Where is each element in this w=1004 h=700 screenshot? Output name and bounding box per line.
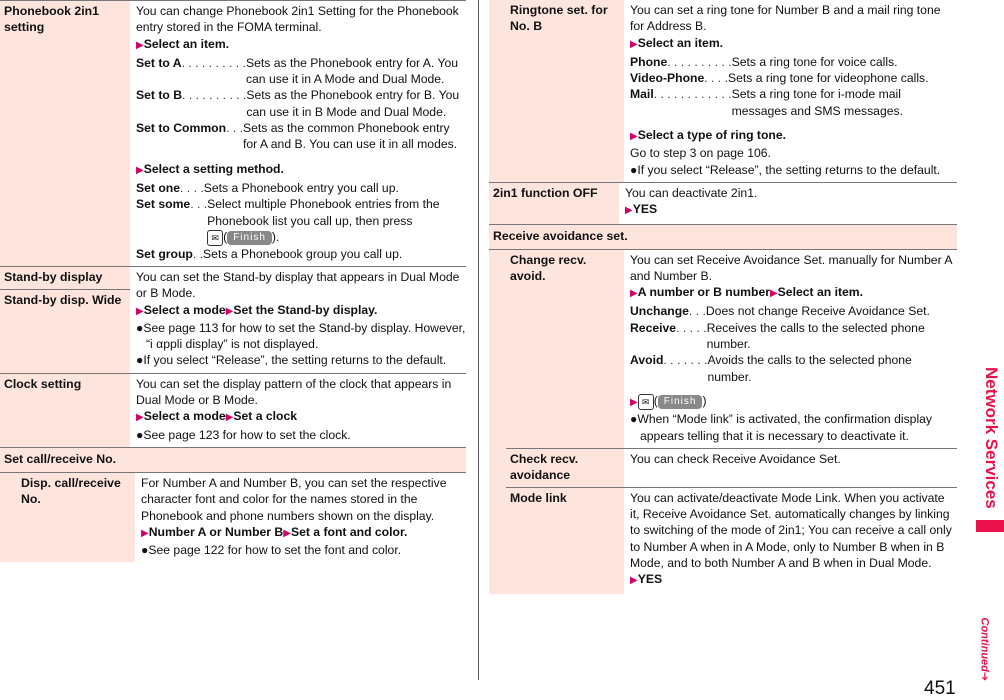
step: ▶Select an item. bbox=[136, 36, 230, 51]
option: Unchange . . . Does not change Receive Avoidance Set. bbox=[630, 304, 930, 319]
row-label: Change recv. avoid. bbox=[506, 250, 624, 448]
right-triangle-icon: ▶ bbox=[225, 305, 234, 317]
intro-text: You can activate/deactivate Mode Link. When you activate it, Receive Avoidance Set. automatically changes by linking to switching of the mode of 2in1; You can receive a call only to Number A when in A Mode, only to Number B when in B Mode, and to both Number A and B when in Dual Mode. bbox=[630, 490, 952, 571]
row-change-recv-avoid bbox=[506, 250, 957, 449]
note: ●See page 123 for how to set the clock. bbox=[136, 427, 351, 442]
row-label-group bbox=[0, 267, 130, 373]
row-label: Stand-by display bbox=[0, 267, 130, 290]
row-label: Mode link bbox=[506, 488, 624, 594]
goto-text: Go to step 3 on page 106. bbox=[630, 146, 771, 161]
row-content bbox=[624, 250, 957, 448]
option-list bbox=[630, 54, 957, 119]
section-gutter bbox=[0, 473, 17, 562]
intro-text: You can set the Stand-by display that appears in Dual Mode or B Mode. bbox=[136, 269, 460, 301]
option: Set one . . . . Sets a Phonebook entry you call up. bbox=[136, 180, 399, 195]
right-triangle-icon: ▶ bbox=[136, 164, 144, 176]
step: ▶ ✉ ( Finish ) bbox=[630, 393, 707, 408]
step: ▶Select a setting method. bbox=[136, 161, 284, 176]
row-content bbox=[619, 183, 957, 224]
mail-key-icon: ✉ bbox=[638, 394, 654, 410]
step: ▶Number A or Number B▶Set a font and color. bbox=[141, 524, 408, 539]
right-triangle-icon: ▶ bbox=[769, 288, 778, 300]
left-column bbox=[0, 0, 466, 562]
section-header: Receive avoidance set. bbox=[489, 225, 957, 250]
row-content bbox=[624, 0, 957, 182]
right-triangle-icon: ▶ bbox=[225, 412, 234, 424]
row-label: Disp. call/receive No. bbox=[17, 473, 135, 562]
note: ●If you select “Release”, the setting returns to the default. bbox=[630, 162, 941, 177]
page-number: 451 bbox=[924, 678, 956, 699]
right-triangle-icon: ▶ bbox=[136, 305, 144, 317]
option: Mail . . . . . . . . . . . . Sets a ring tone for i-mode mail messages and SMS messages. bbox=[630, 87, 903, 118]
option: Set to B . . . . . . . . . . Sets as the Phonebook entry for B. You can use it in B Mode and Dual Mode. bbox=[136, 88, 460, 119]
finish-softkey: Finish bbox=[658, 395, 703, 409]
subsection bbox=[0, 473, 466, 562]
right-column bbox=[489, 0, 957, 594]
right-triangle-icon: ▶ bbox=[283, 527, 291, 539]
row-content bbox=[130, 267, 466, 373]
row-content bbox=[135, 473, 466, 562]
step: ▶Select an item. bbox=[630, 35, 724, 50]
row-mode-link bbox=[506, 488, 957, 594]
mail-key-icon: ✉ bbox=[207, 230, 223, 246]
right-triangle-icon: ▶ bbox=[630, 288, 638, 300]
side-tab-marker bbox=[976, 520, 1004, 532]
option-list bbox=[136, 55, 466, 153]
right-triangle-icon: ▶ bbox=[625, 205, 633, 217]
section-gutter bbox=[489, 0, 506, 182]
row-standby-display bbox=[0, 267, 466, 374]
option: Receive . . . . . Receives the calls to the selected phone number. bbox=[630, 320, 925, 352]
step: ▶Select a mode▶Set the Stand-by display. bbox=[136, 302, 378, 317]
section-header: Set call/receive No. bbox=[0, 448, 466, 473]
option: Video-Phone . . . . Sets a ring tone for videophone calls. bbox=[630, 71, 929, 86]
option: Set group . . Sets a Phonebook group you call up. bbox=[136, 246, 403, 261]
continued-label: Continued bbox=[978, 617, 991, 672]
row-2in1-off bbox=[489, 183, 957, 225]
step: ▶A number or B number▶Select an item. bbox=[630, 285, 864, 300]
row-label: Stand-by disp. Wide bbox=[4, 292, 122, 307]
row-content bbox=[130, 374, 466, 447]
row-ringtone-b bbox=[506, 0, 957, 182]
side-tab-label: Network Services bbox=[982, 367, 1001, 509]
row-label: 2in1 function OFF bbox=[489, 183, 619, 224]
option-list bbox=[630, 303, 957, 384]
row-check-recv-avoidance bbox=[506, 449, 957, 488]
arrow-right-icon: ➔ bbox=[978, 671, 991, 682]
subsection bbox=[489, 250, 957, 594]
step: ▶Select a mode▶Set a clock bbox=[136, 409, 298, 424]
right-triangle-icon: ▶ bbox=[630, 575, 638, 587]
option: Set to A . . . . . . . . . . Sets as the Phonebook entry for A. You can use it in A Mode and Dual Mode. bbox=[136, 55, 459, 87]
intro-text: For Number A and Number B, you can set the respective character font and color for the names stored in the Phonebook and phone numbers shown on the display. bbox=[141, 475, 447, 523]
step: ▶YES bbox=[630, 572, 663, 587]
row-label: Check recv. avoidance bbox=[506, 449, 624, 487]
row-label: Ringtone set. for No. B bbox=[506, 0, 624, 182]
row-label: Clock setting bbox=[0, 374, 130, 447]
finish-softkey: Finish bbox=[227, 231, 272, 245]
note: ●When “Mode link” is activated, the confirmation display appears telling that it is necessary to deactivate it. bbox=[630, 412, 933, 443]
option: Set to Common . . . Sets as the common Phonebook entry for A and B. You can use it in all modes. bbox=[136, 121, 458, 152]
right-triangle-icon: ▶ bbox=[630, 131, 638, 143]
right-triangle-icon: ▶ bbox=[136, 412, 144, 424]
intro-text: You can check Receive Avoidance Set. bbox=[630, 451, 841, 466]
intro-text: You can set the display pattern of the clock that appears in Dual Mode or B Mode. bbox=[136, 376, 452, 408]
side-tab bbox=[976, 367, 1004, 520]
row-content bbox=[624, 449, 957, 487]
row-content bbox=[624, 488, 957, 594]
right-triangle-icon: ▶ bbox=[136, 39, 144, 51]
subsection bbox=[489, 0, 957, 182]
row-disp-call-receive bbox=[17, 473, 466, 562]
option: Phone . . . . . . . . . . Sets a ring tone for voice calls. bbox=[630, 54, 898, 69]
row-clock-setting bbox=[0, 374, 466, 448]
column-divider bbox=[478, 0, 479, 680]
row-content bbox=[130, 1, 466, 266]
step: ▶YES bbox=[625, 202, 658, 217]
intro-text: You can deactivate 2in1. bbox=[625, 185, 758, 200]
right-triangle-icon: ▶ bbox=[630, 396, 638, 408]
continued-marker bbox=[974, 617, 994, 690]
intro-text: You can set Receive Avoidance Set. manually for Number A and Number B. bbox=[630, 252, 952, 283]
row-phonebook-2in1 bbox=[0, 0, 466, 267]
note: ●If you select “Release”, the setting returns to the default. bbox=[136, 353, 447, 368]
option: Set some . . . Select multiple Phonebook entries from the Phonebook list you call up, then press ✉ ( Finish ). bbox=[136, 197, 440, 244]
right-triangle-icon: ▶ bbox=[141, 527, 149, 539]
note: ●See page 122 for how to set the font and color. bbox=[141, 543, 402, 558]
intro-text: You can set a ring tone for Number B and a mail ring tone for Address B. bbox=[630, 3, 941, 34]
right-triangle-icon: ▶ bbox=[630, 38, 638, 50]
row-label: Phonebook 2in1 setting bbox=[0, 1, 130, 266]
section-gutter bbox=[489, 250, 506, 594]
note: ●See page 113 for how to set the Stand-by display. However, “i αppli display” is not displayed. bbox=[136, 320, 466, 352]
option: Avoid . . . . . . . Avoids the calls to the selected phone number. bbox=[630, 353, 912, 384]
intro-text: You can change Phonebook 2in1 Setting for the Phonebook entry stored in the FOMA terminal. bbox=[136, 4, 459, 35]
option-list bbox=[136, 180, 466, 262]
step: ▶Select a type of ring tone. bbox=[630, 128, 787, 143]
